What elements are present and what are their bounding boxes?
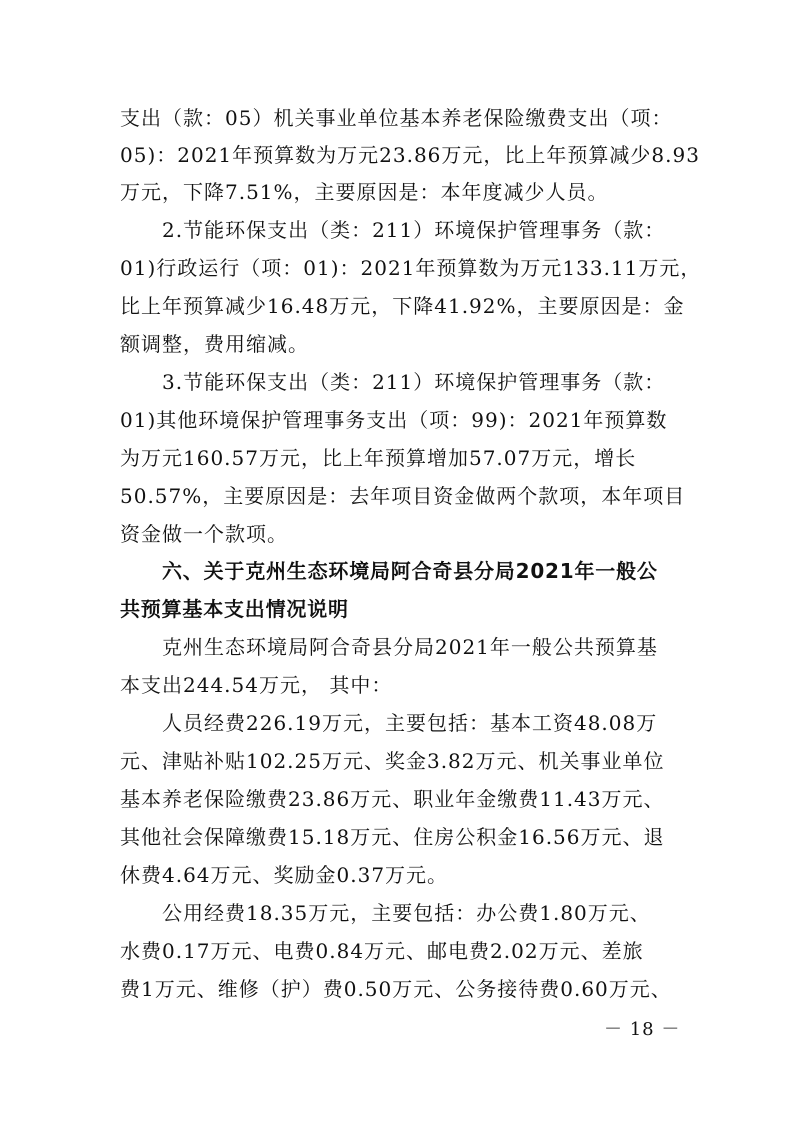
body-line: 3.节能环保支出（类：211）环境保护管理事务（款： bbox=[162, 370, 666, 394]
body-line: 休费4.64万元、奖励金0.37万元。 bbox=[120, 863, 449, 887]
section-heading: 共预算基本支出情况说明 bbox=[120, 597, 349, 621]
body-line: 比上年预算减少16.48万元，下降41.92%，主要原因是：金 bbox=[120, 294, 685, 318]
body-line: 本支出244.54万元， 其中： bbox=[120, 673, 393, 697]
body-line: 基本养老保险缴费23.86万元、职业年金缴费11.43万元、 bbox=[120, 787, 665, 811]
body-line: 人员经费226.19万元，主要包括：基本工资48.08万 bbox=[162, 711, 658, 735]
body-line: 额调整，费用缩减。 bbox=[120, 332, 309, 356]
body-line: 水费0.17万元、电费0.84万元、邮电费2.02万元、差旅 bbox=[120, 939, 644, 963]
body-line: 2.节能环保支出（类：211）环境保护管理事务（款： bbox=[162, 218, 666, 242]
body-line: 公用经费18.35万元，主要包括：办公费1.80万元、 bbox=[162, 901, 651, 925]
body-line: 05)：2021年预算数为万元23.86万元，比上年预算减少8.93 bbox=[120, 143, 700, 167]
body-line: 01)其他环境保护管理事务支出（项：99)：2021年预算数 bbox=[120, 408, 668, 432]
body-line: 费1万元、维修（护）费0.50万元、公务接待费0.60万元、 bbox=[120, 977, 672, 1001]
body-line: 支出（款：05）机关事业单位基本养老保险缴费支出（项： bbox=[120, 106, 673, 130]
body-line: 01)行政运行（项：01)：2021年预算数为万元133.11万元， bbox=[120, 256, 702, 280]
page-number: － 18 － bbox=[604, 1019, 681, 1040]
body-line: 克州生态环境局阿合奇县分局2021年一般公共预算基 bbox=[162, 635, 658, 659]
body-line: 万元，下降7.51%，主要原因是：本年度减少人员。 bbox=[120, 180, 609, 204]
body-line: 资金做一个款项。 bbox=[120, 522, 288, 546]
body-line: 元、津贴补贴102.25万元、奖金3.82万元、机关事业单位 bbox=[120, 749, 665, 773]
body-line: 50.57%，主要原因是：去年项目资金做两个款项，本年项目 bbox=[120, 484, 686, 508]
section-heading: 六、关于克州生态环境局阿合奇县分局2021年一般公 bbox=[162, 559, 658, 583]
body-line: 其他社会保障缴费15.18万元、住房公积金16.56万元、退 bbox=[120, 825, 665, 849]
body-line: 为万元160.57万元，比上年预算增加57.07万元，增长 bbox=[120, 446, 637, 470]
